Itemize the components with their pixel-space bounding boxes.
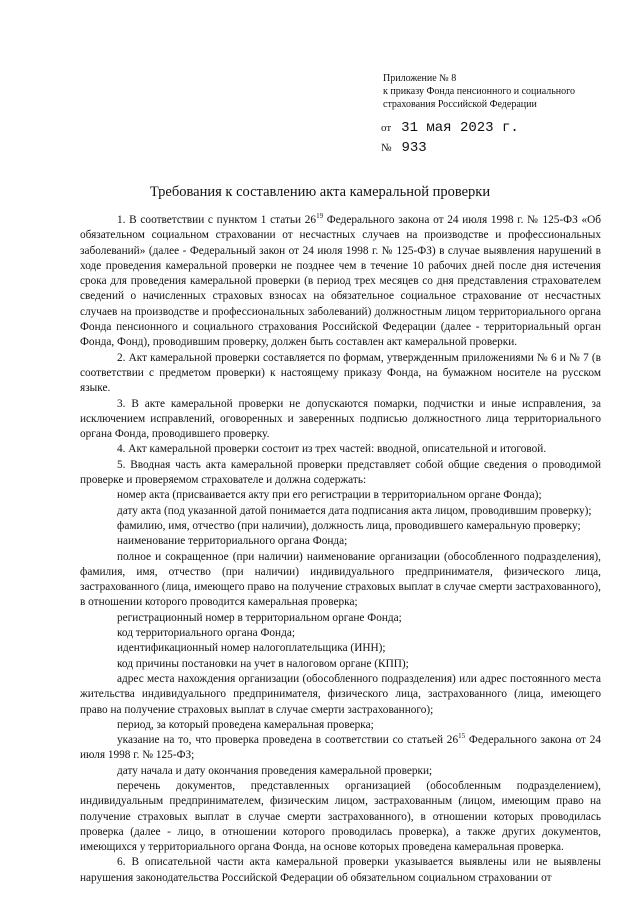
list-item: дату акта (под указанной датой понимается дата подписания акта лицом, проводившим проверку); — [117, 504, 592, 517]
paragraph-4: 4. Акт камеральной проверки состоит из трех частей: вводной, описательной и итоговой. — [117, 443, 547, 456]
document-title: Требования к составлению акта камеральной проверки — [149, 184, 491, 200]
list-item: адрес места нахождения организации (обособленного подразделения) или адрес постоянного места жительства индивидуального предпринимателя, физического лица, застрахованного (лица, имеющего право на получение страховых выплат в случае смерти застрахованного); — [80, 672, 601, 716]
order-number-value: 933 — [401, 140, 427, 156]
list-item: полное и сокращенное (при наличии) наименование организации (обособленного подразделения), фамилия, имя, отчество (при наличии) индивидуального предпринимателя, физического лица, застрахованного (лица, имеющего право на получение страховых выплат в случае смерти застрахованного), в отношении которого проводится камеральная проверка; — [80, 550, 601, 609]
order-date-label: от — [381, 122, 392, 134]
paragraph-1 — [80, 213, 601, 351]
list-item: наименование территориального органа Фонда; — [117, 535, 348, 548]
order-date-value: 31 мая 2023 г. — [401, 120, 519, 136]
list-item: идентификационный номер налогоплательщика (ИНН); — [117, 642, 386, 655]
list-item: код причины постановки на учет в налоговом органе (КПП); — [117, 657, 409, 670]
list-item: код территориального органа Фонда; — [117, 627, 296, 640]
appendix-order-line-2: страхования Российской Федерации — [383, 99, 537, 110]
list-item: регистрационный номер в территориальном органе Фонда; — [117, 611, 402, 624]
paragraph-6: 6. В описательной части акта камеральной проверки указывается выявлены или не выявлены нарушения законодательства Российской Федерации об обязательном социальном страховании от — [80, 856, 601, 884]
appendix-number: Приложение № 8 — [383, 73, 457, 84]
list-item-superscript: 15 — [458, 732, 466, 741]
order-number — [381, 138, 427, 156]
paragraph-3: 3. В акте камеральной проверки не допускаются помарки, подчистки и иные исправления, за исключением исправлений, оговоренных и заверенных подписью должностного лица территориального органа Фонда, проводившего проверку. — [80, 397, 601, 441]
paragraph-1-start: 1. В соответствии с пунктом 1 статьи 26 — [117, 214, 317, 226]
list-item: период, за который проведена камеральная проверка; — [117, 718, 374, 731]
order-date — [381, 118, 519, 136]
list-item: перечень документов, представленных организацией (обособленным подразделением), индивидуальным предпринимателем, физическим лицом, застрахованным (лицом, имеющим право на получение страховых выплат в случае смерти застрахованного), в отношении которых проводилась проверка (далее - лицо, в отношении которого проводилась проверка), а также других документов, имеющихся у территориального органа Фонда, на основе которых проведена камеральная проверка. — [80, 779, 601, 854]
list-item-rest: Федерального закона от 24 июля 1998 г. № 125-ФЗ; — [80, 734, 601, 762]
list-item: номер акта (присваивается акту при его регистрации в территориальном органе Фонда); — [117, 489, 542, 502]
order-number-label: № — [381, 142, 392, 154]
paragraph-1-superscript: 19 — [316, 212, 324, 221]
appendix-order-line-1: к приказу Фонда пенсионного и социального — [383, 86, 575, 97]
document-body — [80, 213, 601, 886]
list-item: фамилию, имя, отчество (при наличии), должность лица, проводившего камеральную проверку; — [117, 519, 581, 532]
list-item — [80, 733, 601, 764]
paragraph-5: 5. Вводная часть акта камеральной проверки представляет собой общие сведения о проводимой проверке и проверяемом страхователе и должна содержать: — [80, 458, 601, 487]
appendix-header — [383, 72, 623, 111]
paragraph-1-rest: Федерального закона от 24 июля 1998 г. № 125-ФЗ «Об обязательном социальном страховании от несчастных случаев на производстве и профессиональных заболеваний» (далее - Федеральный закон от 24 июля 1998 г. № 125-ФЗ) в случае выявления нарушений в ходе проведения камеральной проверки не позднее чем в течение 10 рабочих дней после дня истечения срока для проведения камеральной проверки (в период трех месяцев со дня представления страхователем сведений о начисленных страховых взносах на обязательное социальное страхование от несчастных случаев на производстве и профессиональных заболеваний) должностным лицом территориального органа Фонда пенсионного и социального страхования Российской Федерации (далее - территориальный орган Фонда, Фонд), проводившим проверку, должен быть составлен акт камеральной проверки. — [80, 214, 601, 349]
list-item-start: указание на то, что проверка проведена в соответствии со статьей 26 — [117, 734, 459, 747]
paragraph-2: 2. Акт камеральной проверки составляется по формам, утвержденным приложениями № 6 и № 7 (в соответствии с предметом проверки) к настоящему приказу Фонда, на бумажном носителе на русском языке. — [80, 351, 601, 395]
list-item: дату начала и дату окончания проведения камеральной проверки; — [117, 764, 433, 777]
